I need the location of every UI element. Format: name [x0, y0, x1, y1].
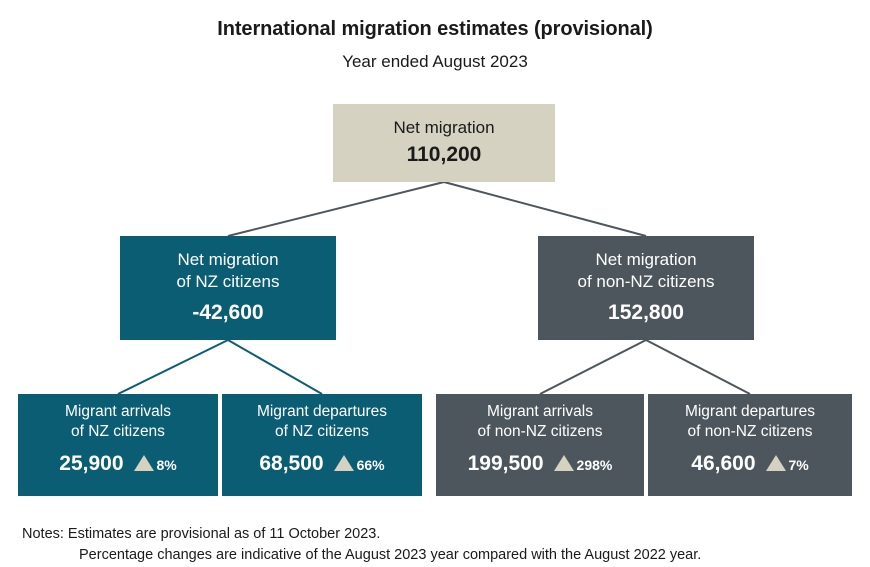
node-migrant-arrivals-nz-label-1: Migrant arrivals: [65, 403, 171, 420]
node-migrant-arrivals-nz-label-2: of NZ citizens: [71, 423, 165, 441]
node-migrant-arrivals-non-nz-label-2: of non-NZ citizens: [477, 423, 603, 441]
node-migrant-arrivals-non-nz-change: 298%: [576, 456, 613, 473]
chart-title: International migration estimates (provisional): [217, 18, 653, 40]
node-migrant-departures-non-nz-value: 46,600: [691, 452, 756, 476]
node-net-migration-non-nz: [538, 236, 754, 340]
node-net-migration-label: Net migration: [393, 117, 495, 137]
node-migrant-arrivals-non-nz: [436, 394, 644, 496]
node-net-migration-value: 110,200: [406, 143, 482, 167]
node-net-migration-nz-label-1: Net migration: [177, 249, 279, 269]
node-net-migration-nz: [120, 236, 336, 340]
node-migrant-departures-nz-change: 66%: [356, 456, 385, 473]
node-migrant-departures-nz-label-1: Migrant departures: [256, 403, 388, 420]
node-migrant-departures-nz-label-2: of NZ citizens: [275, 423, 369, 441]
notes-line-1: Notes: Estimates are provisional as of 11 October 2023.: [22, 526, 381, 542]
node-migrant-arrivals-nz-change: 8%: [156, 456, 177, 473]
node-migrant-departures-non-nz-label-2: of non-NZ citizens: [687, 423, 813, 441]
node-migrant-arrivals-nz: [18, 394, 218, 496]
node-net-migration-nz-label-2: of NZ citizens: [176, 271, 280, 291]
up-triangle-icon: [134, 455, 154, 471]
chart-subtitle: Year ended August 2023: [342, 52, 528, 71]
node-net-migration-non-nz-label-2: of non-NZ citizens: [577, 271, 715, 291]
node-net-migration-nz-value: -42,600: [192, 301, 264, 325]
notes-block: [22, 524, 852, 566]
node-migrant-departures-nz-value: 68,500: [259, 452, 324, 476]
node-net-migration-non-nz-label-1: Net migration: [595, 249, 697, 269]
node-migrant-arrivals-nz-value: 25,900: [59, 452, 124, 476]
up-triangle-icon: [766, 455, 786, 471]
node-migrant-departures-non-nz: [648, 394, 852, 496]
node-net-migration: [333, 104, 555, 182]
node-migrant-departures-non-nz-change: 7%: [788, 456, 809, 473]
notes-line-2: Percentage changes are indicative of the August 2023 year compared with the August 2022 year.: [79, 547, 702, 564]
node-migrant-departures-nz: [222, 394, 422, 496]
node-net-migration-non-nz-value: 152,800: [608, 301, 684, 325]
up-triangle-icon: [554, 455, 574, 471]
node-migrant-departures-non-nz-label-1: Migrant departures: [684, 403, 816, 420]
up-triangle-icon: [334, 455, 354, 471]
node-migrant-arrivals-non-nz-label-1: Migrant arrivals: [487, 403, 593, 420]
node-migrant-arrivals-non-nz-value: 199,500: [467, 452, 544, 476]
